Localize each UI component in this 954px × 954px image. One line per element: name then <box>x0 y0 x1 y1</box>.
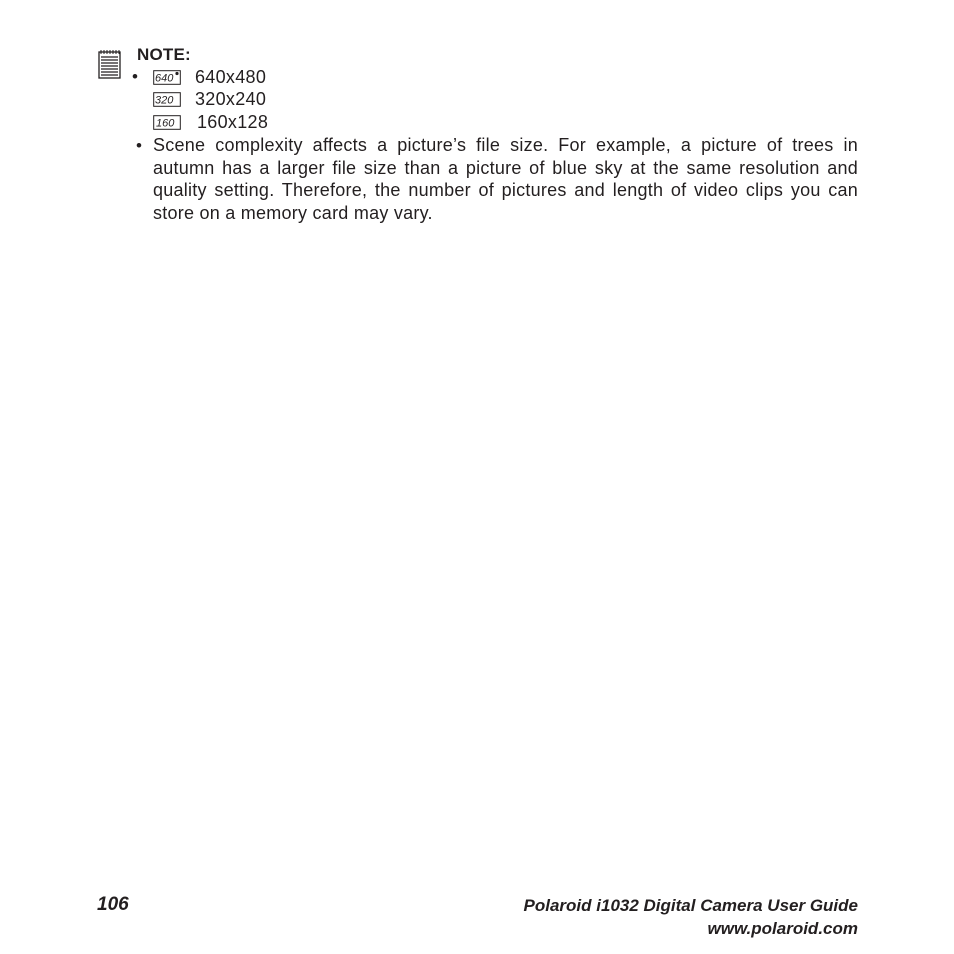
scene-bullet: • <box>136 136 142 155</box>
footer-info <box>524 894 858 940</box>
resolution-640-icon <box>153 70 181 85</box>
scene-complexity-paragraph: Scene complexity affects a picture’s file size. For example, a picture of trees in autumn has a larger file size than a picture of blue sky at the same resolution and quality setting. Therefore, the number of pictures and length of video clips you can store on a memory card may vary. <box>153 135 858 224</box>
resolution-item-640 <box>153 66 266 88</box>
resolution-item-160 <box>153 111 268 133</box>
resolution-640-text: 640x480 <box>195 66 267 87</box>
note-title: NOTE: <box>137 45 191 64</box>
resolution-640-icon-label: 640 <box>155 72 174 84</box>
resolution-160-text: 160x128 <box>197 111 269 132</box>
resolution-bullet: • <box>132 67 138 86</box>
resolution-160-icon-label: 160 <box>156 117 175 129</box>
guide-title: Polaroid i1032 Digital Camera User Guide <box>523 896 858 915</box>
website-url: www.polaroid.com <box>707 919 858 938</box>
resolution-item-320 <box>153 88 266 110</box>
page-number: 106 <box>97 894 129 915</box>
resolution-320-text: 320x240 <box>195 88 267 109</box>
notepad-icon <box>98 49 121 79</box>
resolution-160-icon <box>153 115 181 130</box>
resolution-320-icon <box>153 92 181 107</box>
resolution-320-icon-label: 320 <box>155 94 174 106</box>
